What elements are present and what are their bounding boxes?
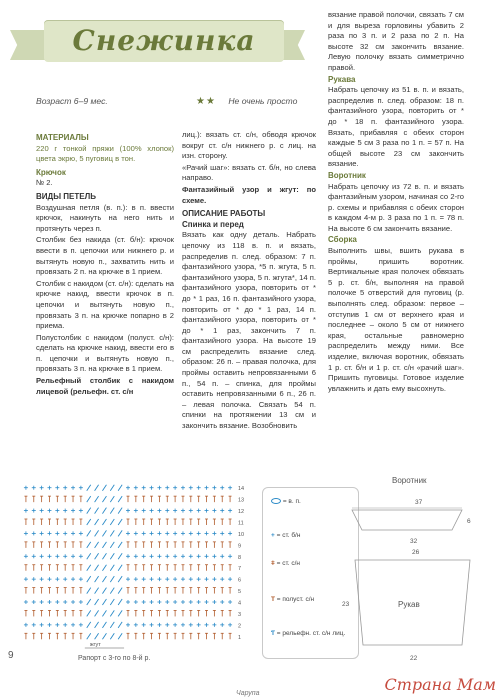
cable-stitch	[87, 519, 91, 525]
row-number: 11	[238, 520, 244, 527]
cable-stitch	[102, 576, 106, 582]
cable-stitch	[102, 565, 106, 571]
row-number: 7	[238, 566, 242, 573]
page-title: Снежинка	[72, 24, 256, 57]
cable-stitch	[95, 599, 99, 605]
legend-item-hdc: T = полуст. с/н	[271, 596, 315, 603]
difficulty-label: Не очень просто	[228, 96, 298, 106]
materials-heading: МАТЕРИАЛЫ	[36, 133, 89, 142]
cable-stitch	[102, 588, 106, 594]
pattern-shapes	[330, 470, 490, 670]
middle-column	[182, 130, 316, 433]
collar-shape	[352, 510, 462, 530]
cable-stitch	[118, 588, 122, 594]
cable-stitch	[87, 553, 91, 559]
cable-stitch	[102, 530, 106, 536]
loops-heading: ВИДЫ ПЕТЕЛЬ	[36, 191, 96, 201]
cable-stitch	[118, 496, 122, 502]
cable-stitch	[87, 485, 91, 491]
cable-stitch	[95, 519, 99, 525]
cable-stitch	[95, 576, 99, 582]
cable-stitch	[102, 553, 106, 559]
row-number: 13	[238, 497, 245, 504]
cable-stitch	[110, 565, 114, 571]
cable-stitch	[95, 610, 99, 616]
crab-stitch: «Рачий шаг»: вязать ст. б/н, но слева направо.	[182, 162, 316, 183]
cable-stitch	[118, 530, 122, 536]
legend-item-dc: ǂ = ст. с/н	[271, 560, 300, 567]
sleeve-label: Рукав	[398, 600, 420, 609]
cable-stitch	[110, 599, 114, 605]
cable-stitch	[87, 610, 91, 616]
loop-hdc: Полустолбик с накидом (полуст. с/н): сделать на крючке накид, ввести его в п. цепочки и вытянуть новую п., провязать 3 п. на крючке в 1 прием.	[36, 332, 174, 374]
cable-stitch	[95, 508, 99, 514]
cable-stitch	[118, 633, 122, 639]
cable-stitch	[102, 496, 106, 502]
cable-stitch	[118, 622, 122, 628]
left-column	[36, 130, 174, 398]
cable-stitch	[87, 542, 91, 548]
collar-side-dim: 6	[467, 518, 471, 525]
cable-stitch	[110, 485, 114, 491]
row-number: 8	[238, 554, 242, 561]
age-label: Возраст 6–9 мес.	[36, 96, 108, 106]
cable-stitch	[95, 588, 99, 594]
cable-stitch	[110, 530, 114, 536]
collar-heading: Воротник	[328, 170, 366, 180]
cable-stitch	[118, 542, 122, 548]
cable-stitch	[87, 530, 91, 536]
sleeves-text: Набрать цепочку из 51 в. п. и вязать, распределив п. след. образом: 18 п. фантазийного узора, повторить от * до * 18 п. фантазийного узора. Вязать, прибавляя с обеих сторон каждые 5 см 3 раза по 1 п. = 57 п. На общей высоте 23 см закончить вязание.	[328, 85, 464, 169]
cable-stitch	[102, 542, 106, 548]
loop-chain: Воздушная петля (в. п.): в п. ввести крючок, накинуть на него нить и протянуть через п.	[36, 202, 174, 233]
cable-stitch	[110, 508, 114, 514]
sleeve-side-dim: 23	[342, 601, 350, 608]
cable-stitch	[110, 519, 114, 525]
site-watermark: Страна Мам	[384, 675, 496, 694]
cable-stitch	[95, 622, 99, 628]
footer-logo: Чарупа	[236, 690, 260, 697]
cable-stitch	[110, 542, 114, 548]
cable-stitch	[95, 496, 99, 502]
cable-stitch	[118, 576, 122, 582]
title-ribbon	[10, 8, 305, 72]
back-front-text: Вязать как одну деталь. Набрать цепочку из 118 в. п. и вязать, распределив п. след. образом: 7 п. фантазийного узора, *5 п. жгута, 5 п. фантазийного узора, 5 п. жгута*, 14 п. фантазийного узора, повторить от * до * 1 раз, 16 п. фантазийного узора, повторить от * до * 1 раз, 14 п. фантазийного узора, повторить от * до * 1 раз, закончить 7 п. фантазийного узора. На высоте 19 см распределить вязание след. образом: 26 п. – правая полочка, для проймы оставить непровязанными 6 п., 54 п. – спинка, для проймы оставить непровязанными 6 п., 26 п. – левая полочка. Связать 54 п. спинки на протяжении 13 см и закончить вязание. Возобновить	[182, 230, 316, 431]
hook-text: № 2.	[36, 178, 53, 188]
row-number: 12	[238, 509, 245, 516]
chart-caption: Рапорт с 3-го по 8-й р.	[78, 655, 151, 662]
right-front-text: вязание правой полочки, связать 7 см и для выреза горловины убавить 2 раза по 3 п. и 2 раза по 2 п. На высоте 32 см закончить вязание. Левую полочку вязать симметрично правой.	[328, 10, 464, 72]
fancy-pattern: Фантазийный узор и жгут: по схеме.	[182, 184, 316, 205]
cable-stitch	[110, 576, 114, 582]
cable-stitch	[118, 565, 122, 571]
row-number: 5	[238, 589, 242, 596]
cable-stitch	[87, 576, 91, 582]
back-front-heading: Спинка и перед	[182, 219, 244, 229]
cable-stitch	[102, 633, 106, 639]
materials-text: 220 г тонкой пряжи (100% хлопок) цвета экрю, 5 пуговиц в тон.	[36, 143, 174, 164]
cable-stitch	[102, 622, 106, 628]
row-number: 3	[238, 611, 242, 618]
assembly-heading: Сборка	[328, 235, 357, 245]
row-number: 2	[238, 623, 242, 630]
legend-item-chain: = в. п.	[271, 498, 301, 505]
t-icon: T	[271, 596, 275, 603]
plus-icon: +	[271, 532, 275, 539]
band-label: жгут	[89, 642, 101, 648]
difficulty-stars: ★★	[196, 96, 216, 107]
legend-item-sc: + = ст. б/н	[271, 532, 301, 539]
cable-stitch	[95, 485, 99, 491]
cable-stitch	[110, 633, 114, 639]
cable-stitch	[118, 508, 122, 514]
row-number: 1	[238, 634, 242, 641]
cable-stitch	[87, 508, 91, 514]
cable-stitch	[102, 519, 106, 525]
cable-stitch	[118, 485, 122, 491]
cable-stitch	[118, 553, 122, 559]
row-number: 14	[238, 486, 245, 493]
cable-stitch	[87, 565, 91, 571]
difficulty-row	[196, 96, 297, 107]
cable-stitch	[95, 530, 99, 536]
cable-stitch	[87, 496, 91, 502]
hook-heading: Крючок	[36, 167, 66, 177]
cable-stitch	[102, 599, 106, 605]
cable-stitch	[95, 553, 99, 559]
cable-stitch	[102, 508, 106, 514]
cable-stitch	[95, 565, 99, 571]
collar-label: Воротник	[392, 476, 427, 485]
cable-stitch	[110, 610, 114, 616]
loop-relief: Рельефный столбик с накидом лицевой (рельефн. ст. с/н	[36, 376, 174, 396]
right-column	[328, 10, 464, 395]
row-number: 9	[238, 543, 242, 550]
loop-sc: Столбик без накида (ст. б/н): крючок ввести в п. цепочки или нижнего р. и вытянуть новую п., захватить нить и провязать 2 п. на крючке в 1 прием.	[36, 235, 174, 277]
cable-stitch	[87, 588, 91, 594]
tstitch-icon: ǂ	[271, 560, 275, 567]
cable-stitch	[110, 553, 114, 559]
cable-stitch	[118, 599, 122, 605]
stitch-chart	[14, 478, 250, 658]
collar-text: Набрать цепочку из 72 в. п. и вязать фантазийным узором, начиная со 2-го р. схемы и прибавляя с обеих сторон в каждом 4-м р. 3 раза по 1 п. = 78 п. На высоте 6 см закончить вязание.	[328, 181, 464, 233]
cable-stitch	[110, 588, 114, 594]
sleeve-top-dim: 26	[412, 549, 420, 556]
sleeve-bottom-dim: 22	[410, 655, 418, 662]
cable-stitch	[87, 633, 91, 639]
row-number: 4	[238, 600, 242, 607]
cable-stitch	[87, 622, 91, 628]
row-number: 10	[238, 531, 245, 538]
cable-stitch	[110, 496, 114, 502]
description-heading: ОПИСАНИЕ РАБОТЫ	[182, 209, 266, 219]
collar-top-dim: 37	[415, 499, 423, 506]
loop-dc: Столбик с накидом (ст. с/н): сделать на крючке накид, ввести крючок в п. цепочки и вытянуть новую п., провязать 3 п. на крючке попарно в 2 приема.	[36, 278, 174, 331]
cable-stitch	[110, 622, 114, 628]
cable-stitch	[95, 633, 99, 639]
relief-desc: лиц.): вязать ст. с/н, обводя крючок вокруг ст. с/н нижнего р. с лиц. на изн. сторону.	[182, 130, 316, 161]
row-number: 6	[238, 577, 242, 584]
cable-stitch	[118, 519, 122, 525]
cable-stitch	[118, 610, 122, 616]
legend-item-relief: Ƭ = рельефн. ст. с/н лиц.	[271, 630, 346, 637]
collar-bottom-dim: 32	[410, 538, 418, 545]
assembly-text: Выполнить швы, вшить рукава в проймы, пришить воротник. Вертикальные края полочек обвязать 5 р. ст. б/н, выполняя на правой полочке 5 отверстий для пуговиц (р. выполнять след. образом: первое – отступив 1 см от верхнего края и последнее – около 5 см от нижнего края, остальные равномерно распределить между ними. Все изделие, включая воротник, обвязать 1 р. ст. б/н и 1 р. ст. с/н «рачий шаг». Пришить пуговицы. Готовое изделие увлажнить и дать ему высохнуть.	[328, 246, 464, 393]
cable-stitch	[102, 610, 106, 616]
relief-icon: Ƭ	[271, 630, 275, 637]
chain-icon	[271, 498, 281, 504]
cable-stitch	[95, 542, 99, 548]
sleeves-heading: Рукава	[328, 74, 356, 84]
page-number: 9	[8, 650, 14, 661]
cable-stitch	[102, 485, 106, 491]
cable-stitch	[87, 599, 91, 605]
